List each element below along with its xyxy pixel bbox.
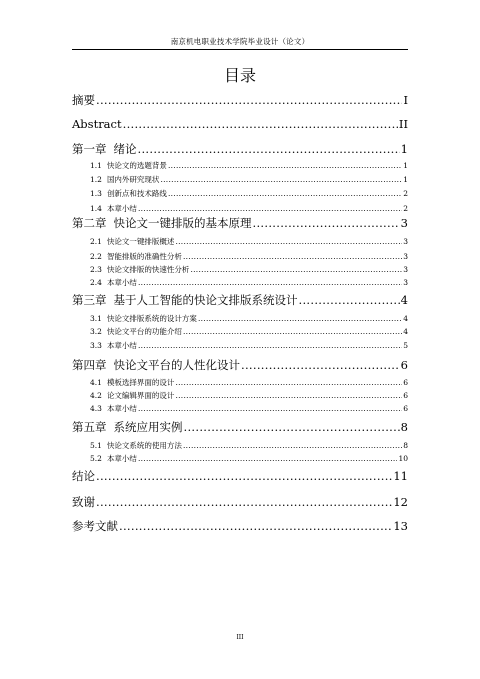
toc-entry-page: 8 [400,420,408,434]
toc-entry-number: 5.1 [90,441,102,450]
toc-entry-number: 2.4 [90,278,102,287]
toc-entry-label [72,494,95,510]
toc-entry-label [90,390,174,401]
toc-entry-section[interactable] [90,203,408,214]
toc-entry-text: 国内外研究现状 [106,175,160,184]
toc-entry-label [90,174,159,185]
toc-entry-text: 论文编辑界面的设计 [106,391,175,400]
toc-entry-section[interactable] [90,403,408,414]
toc-entry-section[interactable] [90,453,408,464]
toc-entry-label [90,403,137,414]
toc-entry-chapter[interactable] [72,419,408,435]
toc-entry-page: 1 [403,161,408,170]
dot-leader [168,189,402,198]
toc-entry-page: 6 [403,391,408,400]
toc-entry-text: 本章小结 [106,204,137,213]
toc-entry-page: 3 [403,278,408,287]
toc-entry-number: 第三章 [72,293,107,307]
toc-entry-chapter[interactable] [72,117,408,131]
toc-entry-label [72,292,298,308]
page-header: 南京机电职业技术学院毕业设计（论文） [170,37,310,46]
toc-entry-number: 4.2 [90,391,102,400]
toc-entry-number: 3.3 [90,341,102,350]
toc-entry-section[interactable] [90,174,408,185]
dot-leader [123,117,398,131]
dot-leader [160,175,402,184]
dot-leader [175,391,402,400]
dot-leader [253,216,400,230]
toc-entry-label [90,440,182,451]
toc-entry-page: 3 [403,252,408,261]
dot-leader [175,378,402,387]
toc-entry-section[interactable] [90,340,408,351]
toc-entry-label [90,377,174,388]
toc-entry-text: Abstract [72,117,122,131]
toc-entry-label [72,468,95,484]
dot-leader [96,495,392,509]
toc-entry-label [90,188,167,199]
toc-entry-text: 致谢 [72,495,95,509]
toc-entry-page: 3 [403,237,408,246]
toc-entry-label [72,357,240,373]
dot-leader [184,420,400,434]
toc-title: 目录 [223,66,256,85]
toc-entry-chapter[interactable] [72,215,408,231]
toc-entry-label [90,160,167,171]
dot-leader [96,93,402,107]
toc-entry-label [90,277,137,288]
dot-leader [138,341,402,350]
toc-entry-text: 参考文献 [72,519,118,533]
toc-entry-text: 基于人工智能的快论文排版系统设计 [113,293,298,307]
dot-leader [138,204,402,213]
toc-entry-number: 第四章 [72,358,107,372]
toc-entry-section[interactable] [90,277,408,288]
dot-leader [138,278,402,287]
toc-entry-label [90,453,137,464]
toc-entry-number: 第二章 [72,216,107,230]
toc-entry-text: 快论文排版的快速性分析 [106,265,190,274]
toc-entry-chapter[interactable] [72,92,408,108]
toc-entry-section[interactable] [90,264,408,275]
dot-leader [138,454,398,463]
toc-entry-label [90,313,197,324]
toc-entry-chapter[interactable] [72,494,408,510]
toc-entry-chapter[interactable] [72,292,408,308]
toc-entry-number: 3.2 [90,327,102,336]
toc-entry-number: 4.3 [90,404,102,413]
dot-leader [119,519,392,533]
toc-entry-text: 本章小结 [106,341,137,350]
toc-entry-section[interactable] [90,188,408,199]
dot-leader [96,469,392,483]
toc-entry-text: 系统应用实例 [113,420,183,434]
toc-entry-number: 3.1 [90,314,102,323]
toc-entry-number: 1.3 [90,189,102,198]
dot-leader [183,441,402,450]
toc-entry-label [72,141,137,157]
toc-entry-label [90,326,182,337]
toc-entry-text: 绪论 [113,142,137,156]
toc-entry-page: 3 [403,265,408,274]
toc-entry-number: 第一章 [72,142,107,156]
toc-entry-section[interactable] [90,377,408,388]
toc-entry-page: 4 [403,314,408,323]
toc-entry-label [90,340,137,351]
dot-leader [183,252,402,261]
dot-leader [198,314,402,323]
toc-entry-section[interactable] [90,326,408,337]
toc-entry-page: 1 [400,142,408,156]
toc-entry-page: 1 [403,175,408,184]
toc-entry-text: 快论文一键排版的基本原理 [113,216,252,230]
header-rule [72,49,408,50]
page-number: III [236,634,244,641]
toc-entry-section[interactable] [90,313,408,324]
toc-entry-page: 11 [393,469,408,483]
toc-entry-number: 2.1 [90,237,102,246]
toc-entry-label [90,264,189,275]
toc-entry-section[interactable] [90,160,408,171]
toc-entry-page: 6 [403,404,408,413]
toc-entry-number: 5.2 [90,454,102,463]
toc-entry-page: 5 [403,341,408,350]
toc-entry-chapter[interactable] [72,518,408,534]
dot-leader [241,358,400,372]
dot-leader [183,327,402,336]
toc-entry-text: 本章小结 [106,404,137,413]
toc-entry-text: 摘要 [72,93,95,107]
toc-entry-page: 8 [403,441,408,450]
toc-entry-chapter[interactable] [72,141,408,157]
toc-entry-number: 4.1 [90,378,102,387]
dot-leader [138,142,400,156]
toc-entry-text: 快论文系统的使用方法 [106,441,182,450]
toc-entry-label [72,215,252,231]
toc-entry-page: I [403,93,408,107]
toc-entry-section[interactable] [90,236,408,247]
toc-entry-number: 2.2 [90,252,102,261]
toc-entry-page: 4 [403,327,408,336]
toc-entry-label [90,251,182,262]
toc-entry-text: 快论文排版系统的设计方案 [106,314,197,323]
dot-leader [190,265,402,274]
toc-entry-text: 结论 [72,469,95,483]
toc-entry-number: 1.2 [90,175,102,184]
toc-entry-page: 12 [393,495,408,509]
toc-entry-text: 快论文平台的功能介绍 [106,327,182,336]
toc-entry-label [72,92,95,108]
toc-entry-chapter[interactable] [72,357,408,373]
toc-entry-text: 模板选择界面的设计 [106,378,175,387]
toc-entry-text: 本章小结 [106,454,137,463]
toc-entry-page: 6 [400,358,408,372]
toc-entry-text: 本章小结 [106,278,137,287]
toc-entry-page: 4 [400,293,408,307]
toc-entry-number: 1.4 [90,204,102,213]
toc-entry-page: 2 [403,204,408,213]
toc-entry-section[interactable] [90,390,408,401]
toc-entry-page: 2 [403,189,408,198]
toc-entry-label [90,203,137,214]
dot-leader [138,404,402,413]
toc-entry-page: 6 [403,378,408,387]
toc-entry-text: 快论文的选题背景 [106,161,167,170]
dot-leader [299,293,400,307]
toc-entry-page: 10 [398,454,408,463]
toc-entry-text: 快论文平台的人性化设计 [113,358,240,372]
dot-leader [168,161,402,170]
toc-entry-section[interactable] [90,440,408,451]
toc-entry-page: 3 [400,216,408,230]
toc-entry-number: 第五章 [72,420,107,434]
toc-entry-chapter[interactable] [72,468,408,484]
toc-entry-page: 13 [393,519,408,533]
toc-entry-text: 智能排版的准确性分析 [106,252,182,261]
toc-entry-label [90,236,174,247]
toc-entry-number: 1.1 [90,161,102,170]
toc-entry-label [72,117,122,131]
toc-entry-number: 2.3 [90,265,102,274]
dot-leader [175,237,402,246]
toc-entry-text: 创新点和技术路线 [106,189,167,198]
toc-entry-label [72,518,118,534]
toc-entry-label [72,419,183,435]
toc-entry-page: II [398,117,408,131]
toc-entry-text: 快论文一键排版概述 [106,237,175,246]
toc-entry-section[interactable] [90,251,408,262]
